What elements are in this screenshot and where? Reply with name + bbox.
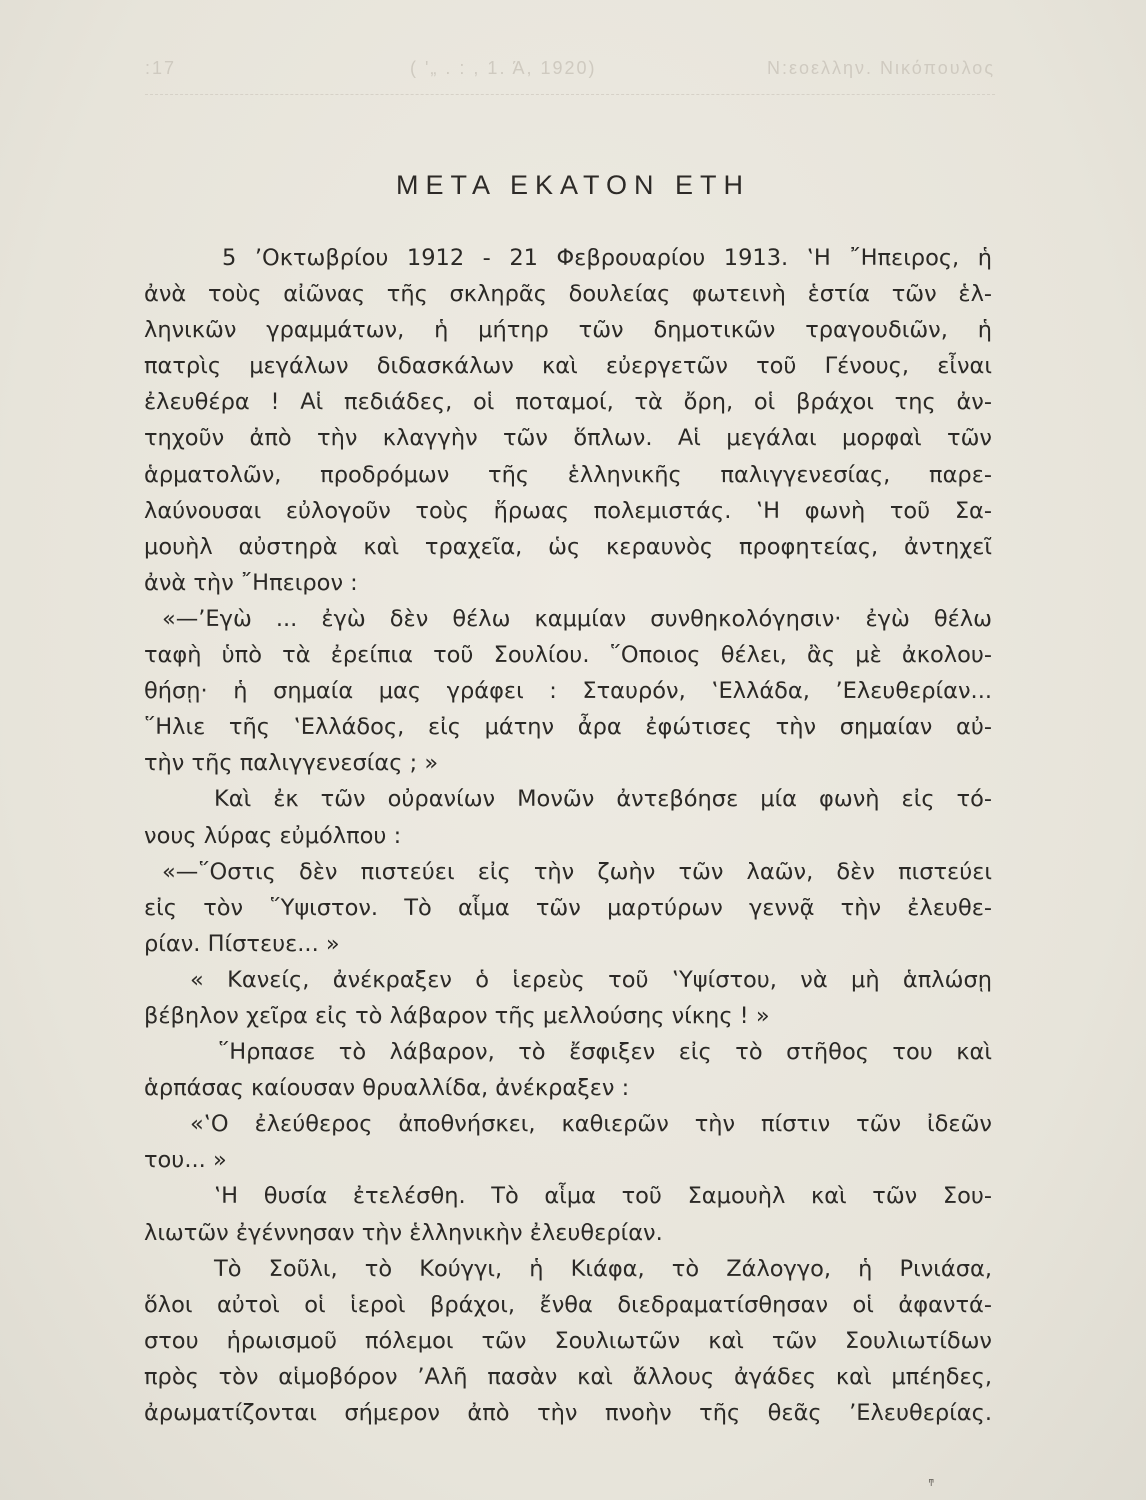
- running-head-page-number: :17: [145, 58, 177, 78]
- text-line: ῞Ηρπασε τὸ λάβαρον, τὸ ἔσφιξεν εἰς τὸ στῆθος του καὶ: [218, 1039, 992, 1066]
- text-line: τηχοῦν ἀπὸ τὴν κλαγγὴν τῶν ὅπλων. Αἱ μεγάλαι μορφαὶ τῶν: [144, 425, 992, 452]
- text-line: ἐλευθέρα ! Αἱ πεδιάδες, οἱ ποταμοί, τὰ ὄρη, οἱ βράχοι της ἀν-: [144, 389, 992, 416]
- text-line: ὅλοι αὐτοὶ οἱ ἱεροὶ βράχοι, ἔνθα διεδραματίσθησαν οἱ ἀφαντά-: [144, 1291, 992, 1318]
- text-line: Καὶ ἐκ τῶν οὐρανίων Μονῶν ἀντεβόησε μία φωνὴ εἰς τό-: [214, 786, 992, 813]
- text-line: θήσῃ· ἡ σημαία μας γράφει : Σταυρόν, ‛Ελλάδα, ’Ελευθερίαν...: [144, 678, 992, 705]
- text-line: ἀνὰ τὴν ῎Ηπειρον :: [144, 569, 358, 596]
- text-line: τὴν τῆς παλιγγενεσίας ; »: [144, 750, 439, 777]
- text-line: πρὸς τὸν αἱμοβόρον ’Αλῆ πασὰν καὶ ἄλλους ἀγάδες καὶ μπέηδες,: [144, 1363, 992, 1390]
- text-line: βέβηλον χεῖρα εἰς τὸ λάβαρον τῆς μελλούσης νίκης ! »: [144, 1002, 770, 1029]
- text-line: ληνικῶν γραμμάτων, ἡ μήτηρ τῶν δημοτικῶν τραγουδιῶν, ἡ: [144, 317, 992, 344]
- page-title: ΜΕΤΑ ΕΚΑΤΟΝ ΕΤΗ: [395, 170, 751, 200]
- text-line: Τὸ Σοῦλι, τὸ Κούγγι, ἡ Κιάφα, τὸ Ζάλογγο, ἡ Ρινιάσα,: [214, 1255, 992, 1282]
- running-head-journal: Ν:εοελλην. Νικόπουλος: [766, 58, 995, 78]
- text-line: «—῞Οστις δὲν πιστεύει εἰς τὴν ζωὴν τῶν λαῶν, δὲν πιστεύει: [162, 858, 992, 885]
- text-line: του... »: [144, 1147, 227, 1174]
- article-body: [144, 240, 992, 1431]
- header-divider: [145, 94, 995, 95]
- running-head-issue: ( '„ . : , 1. Ά, 1920): [410, 58, 597, 78]
- text-line: ἀρωματίζονται σήμερον ἀπὸ τὴν πνοὴν τῆς θεᾶς ’Ελευθερίας.: [144, 1400, 992, 1426]
- text-line: ταφὴ ὑπὸ τὰ ἐρείπια τοῦ Σουλίου. ῞Οποιος θέλει, ἂς μὲ ἀκολου-: [144, 642, 992, 669]
- text-line: μουὴλ αὐστηρὰ καὶ τραχεῖα, ὡς κεραυνὸς προφητείας, ἀντηχεῖ: [144, 533, 992, 560]
- folio-mark: ͳ: [928, 1478, 935, 1489]
- text-line: νους λύρας εὐμόλπου :: [144, 822, 402, 849]
- text-line: ‛Η θυσία ἐτελέσθη. Τὸ αἷμα τοῦ Σαμουὴλ καὶ τῶν Σου-: [214, 1183, 992, 1210]
- text-line: στου ἡρωισμοῦ πόλεμοι τῶν Σουλιωτῶν καὶ τῶν Σουλιωτίδων: [144, 1327, 992, 1354]
- text-line: « Κανείς, ἀνέκραξεν ὁ ἱερεὺς τοῦ ‛Υψίστου, νὰ μὴ ἁπλώσῃ: [190, 966, 992, 993]
- text-line: ἀνὰ τοὺς αἰῶνας τῆς σκληρᾶς δουλείας φωτεινὴ ἑστία τῶν ἑλ-: [144, 281, 992, 308]
- text-line: εἰς τὸν ῞Υψιστον. Τὸ αἷμα τῶν μαρτύρων γεννᾷ τὴν ἐλευθε-: [144, 894, 992, 921]
- text-line: «‛Ο ἐλεύθερος ἀποθνήσκει, καθιερῶν τὴν πίστιν τῶν ἰδεῶν: [190, 1111, 992, 1138]
- running-head-faded: [145, 58, 995, 88]
- text-line: λαύνουσαι εὐλογοῦν τοὺς ἥρωας πολεμιστάς. ‛Η φωνὴ τοῦ Σα-: [144, 497, 992, 524]
- text-line: 5 ’Οκτωβρίου 1912 - 21 Φεβρουαρίου 1913. ‛Η ῎Ηπειρος, ἡ: [222, 245, 992, 271]
- text-line: λιωτῶν ἐγέννησαν τὴν ἑλληνικὴν ἐλευθερίαν.: [144, 1219, 663, 1246]
- text-line: «—’Εγὼ ... ἐγὼ δὲν θέλω καμμίαν συνθηκολόγησιν· ἐγὼ θέλω: [162, 605, 992, 632]
- text-line: ρίαν. Πίστευε... »: [144, 930, 340, 957]
- text-line: ῞Ηλιε τῆς ‛Ελλάδος, εἰς μάτην ἆρα ἐφώτισες τὴν σημαίαν αὐ-: [144, 714, 992, 741]
- text-line: πατρὶς μεγάλων διδασκάλων καὶ εὐεργετῶν τοῦ Γένους, εἶναι: [144, 353, 992, 380]
- text-line: ἁρπάσας καίουσαν θρυαλλίδα, ἀνέκραξεν :: [144, 1075, 630, 1102]
- text-line: ἁρματολῶν, προδρόμων τῆς ἑλληνικῆς παλιγγενεσίας, παρε-: [144, 461, 992, 488]
